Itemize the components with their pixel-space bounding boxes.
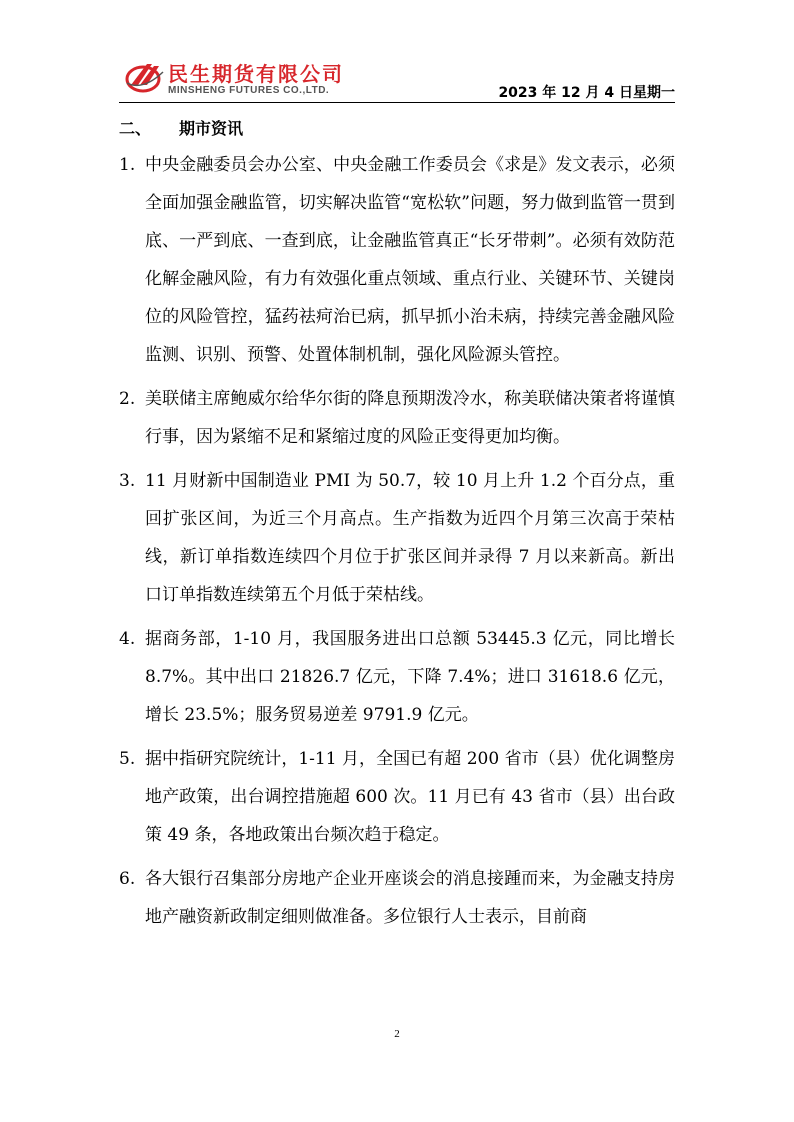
news-item-number: 4. (119, 629, 136, 649)
news-item-number: 6. (119, 869, 136, 889)
news-item-number: 1. (119, 155, 136, 175)
news-item (119, 620, 675, 734)
company-name-en: MINSHENG FUTURES CO.,LTD. (168, 85, 330, 96)
company-name-cn: 民生期货有限公司 (168, 62, 344, 86)
section-title: 期市资讯 (179, 119, 244, 138)
page-number: 2 (394, 1028, 400, 1040)
news-item-text: 11 月财新中国制造业 PMI 为 50.7，较 10 月上升 1.2 个百分点，重回扩张区间，为近三个月高点。生产指数为近四个月第三次高于荣枯线，新订单指数连续四个月位于扩张区间并录得 7 月以来新高。新出口订单指数连续第五个月低于荣枯线。 (145, 471, 675, 605)
news-list (119, 146, 675, 942)
minsheng-logo-icon (125, 58, 165, 94)
news-item-text: 中央金融委员会办公室、中央金融工作委员会《求是》发文表示，必须全面加强金融监管，切实解决监管“宽松软”问题，努力做到监管一贯到底、一严到底、一查到底，让金融监管真正“长牙带刺”。必须有效防范化解金融风险，有力有效强化重点领域、重点行业、关键环节、关键岗位的风险管控，猛药祛疴治已病，抓早抓小治未病，持续完善金融风险监测、识别、预警、处置体制机制，强化风险源头管控。 (145, 155, 675, 365)
news-item (119, 380, 675, 456)
news-item (119, 860, 675, 936)
news-item (119, 146, 675, 374)
header-divider (119, 102, 675, 103)
news-item-number: 3. (119, 471, 136, 491)
news-item-text: 各大银行召集部分房地产企业开座谈会的消息接踵而来，为金融支持房地产融资新政制定细则做准备。多位银行人士表示，目前商 (145, 869, 675, 927)
section-number: 二、 (119, 119, 152, 138)
news-item-text: 据中指研究院统计，1-11 月，全国已有超 200 省市（县）优化调整房地产政策，出台调控措施超 600 次。11 月已有 43 省市（县）出台政策 49 条，各地政策出台频次趋于稳定。 (145, 749, 675, 845)
news-item-number: 2. (119, 389, 136, 409)
news-item (119, 462, 675, 614)
news-item (119, 740, 675, 854)
news-item-text: 据商务部，1-10 月，我国服务进出口总额 53445.3 亿元，同比增长 8.7%。其中出口 21826.7 亿元，下降 7.4%；进口 31618.6 亿元，增长 23.5%；服务贸易逆差 9791.9 亿元。 (145, 629, 675, 725)
news-item-text: 美联储主席鲍威尔给华尔街的降息预期泼冷水，称美联储决策者将谨慎行事，因为紧缩不足和紧缩过度的风险正变得更加均衡。 (145, 389, 675, 447)
header-date: 2023 年 12 月 4 日星期一 (498, 85, 675, 101)
section-heading (119, 116, 243, 139)
news-item-number: 5. (119, 749, 136, 769)
